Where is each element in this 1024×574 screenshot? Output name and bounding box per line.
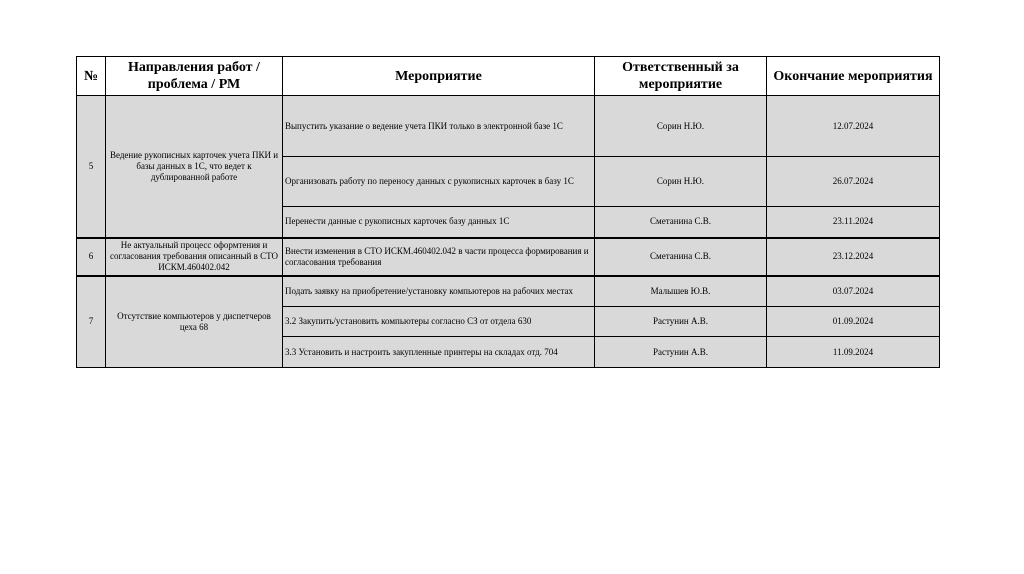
deadline-cell: 23.12.2024 (767, 238, 940, 276)
header-measure: Мероприятие (283, 57, 595, 96)
problem-direction: Ведение рукописных карточек учета ПКИ и базы данных в 1С, что ведет к дублированной работе (106, 96, 283, 238)
problem-direction: Не актуальный процесс оформтения и согласования требования описанный в СТО ИСКМ.460402.042 (106, 238, 283, 276)
header-direction: Направления работ / проблема / РМ (106, 57, 283, 96)
row-number: 6 (77, 238, 106, 276)
responsible-cell: Растунин А.В. (595, 337, 767, 368)
header-responsible: Ответственный за мероприятие (595, 57, 767, 96)
responsible-cell: Малышев Ю.В. (595, 276, 767, 307)
responsible-cell: Сметанина С.В. (595, 207, 767, 238)
table-row (77, 96, 940, 157)
deadline-cell: 23.11.2024 (767, 207, 940, 238)
problem-direction: Отсутствие компьютеров у диспетчеров цеха 68 (106, 276, 283, 368)
measure-cell: Организовать работу по переносу данных с рукописных карточек в базу 1С (283, 157, 595, 207)
table-row (77, 238, 940, 276)
responsible-cell: Растунин А.В. (595, 307, 767, 337)
row-number: 7 (77, 276, 106, 368)
deadline-cell: 01.09.2024 (767, 307, 940, 337)
deadline-cell: 26.07.2024 (767, 157, 940, 207)
responsible-cell: Сорин Н.Ю. (595, 157, 767, 207)
header-deadline: Окончание мероприятия (767, 57, 940, 96)
header-row (77, 57, 940, 96)
deadline-cell: 03.07.2024 (767, 276, 940, 307)
measure-cell: Выпустить указание о ведение учета ПКИ только в электронной базе 1С (283, 96, 595, 157)
measure-cell: Подать заявку на приобретение/установку компьютеров на рабочих местах (283, 276, 595, 307)
measure-cell: 3.2 Закупить/установить компьютеры согласно СЗ от отдела 630 (283, 307, 595, 337)
measure-cell: Перенести данные с рукописных карточек базу данных 1С (283, 207, 595, 238)
deadline-cell: 12.07.2024 (767, 96, 940, 157)
row-number: 5 (77, 96, 106, 238)
responsible-cell: Сорин Н.Ю. (595, 96, 767, 157)
header-num: № (77, 57, 106, 96)
table-row (77, 276, 940, 307)
deadline-cell: 11.09.2024 (767, 337, 940, 368)
action-plan-table (76, 56, 940, 368)
measure-cell: Внести изменения в СТО ИСКМ.460402.042 в части процесса формирования и согласования требования (283, 238, 595, 276)
measure-cell: 3.3 Установить и настроить закупленные принтеры на складах отд. 704 (283, 337, 595, 368)
responsible-cell: Сметанина С.В. (595, 238, 767, 276)
